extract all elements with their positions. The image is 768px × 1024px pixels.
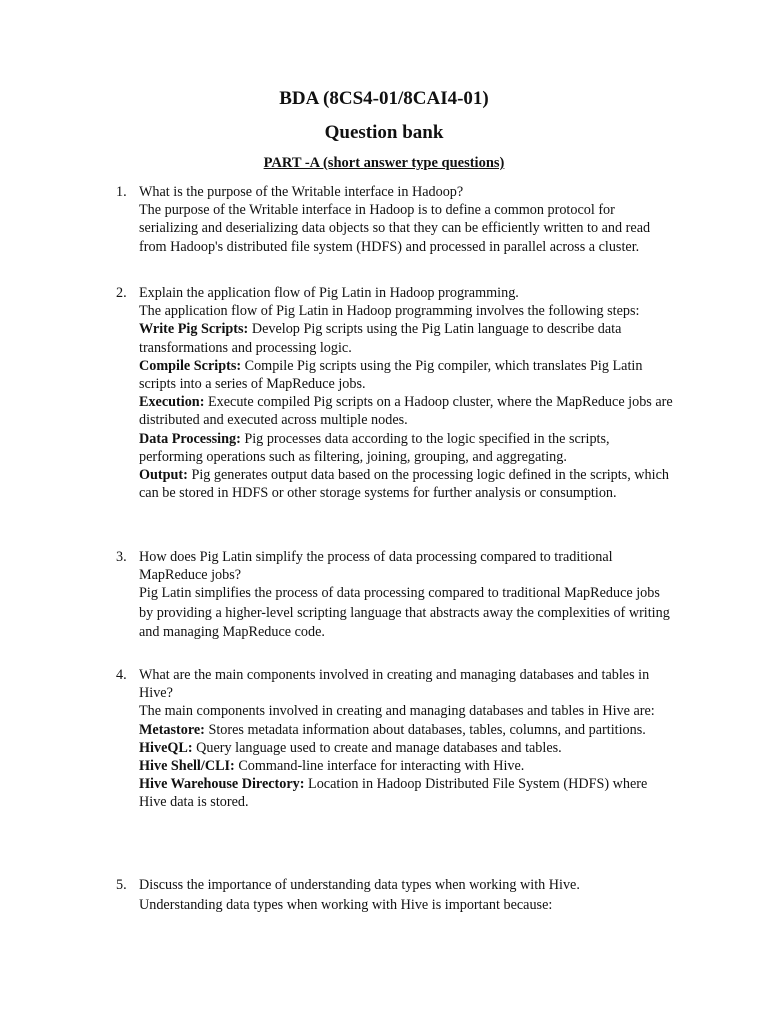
- question-text: How does Pig Latin simplify the process of data processing compared to traditional MapReduce jobs?: [139, 549, 613, 584]
- answer-text: The main components involved in creating and managing databases and tables in Hive are:: [139, 703, 655, 720]
- answer-point: [139, 739, 676, 757]
- question-number: 4.: [116, 667, 127, 683]
- answer-point: [139, 757, 676, 775]
- course-code: BDA (8CS4-01/8CAI4-01): [279, 88, 489, 109]
- answer-point: [139, 430, 676, 466]
- point-text: Compile Pig scripts using the Pig compiler, which translates Pig Latin scripts into a series of MapReduce jobs.: [139, 357, 643, 393]
- answer-point: [139, 466, 676, 502]
- question-item: [116, 876, 676, 915]
- point-text: Stores metadata information about databases, tables, columns, and partitions.: [204, 721, 646, 738]
- point-text: Pig generates output data based on the processing logic defined in the scripts, which can be stored in HDFS or other storage systems for further analysis or consumption.: [139, 467, 669, 502]
- point-text: Pig processes data according to the logic specified in the scripts, performing operations such as filtering, joining, grouping, and aggregating.: [139, 430, 610, 465]
- answer-point: [139, 320, 676, 356]
- point-term: Data Processing:: [139, 430, 241, 447]
- question-text: What are the main components involved in creating and managing databases and tables in Hive?: [139, 667, 650, 702]
- answer-point: [139, 393, 676, 429]
- point-term: Metastore:: [139, 721, 205, 738]
- answer-point: [139, 357, 676, 393]
- question-item: [116, 183, 676, 256]
- answer-text: Pig Latin simplifies the process of data processing compared to traditional MapReduce jobs by providing a higher-level scripting language that abstracts away the complexities of writing and managing MapReduce code.: [139, 585, 670, 641]
- page-title: Question bank: [324, 122, 444, 143]
- part-heading: PART -A (short answer type questions): [263, 155, 505, 171]
- point-text: Develop Pig scripts using the Pig Latin language to describe data transformations and processing logic.: [139, 321, 622, 356]
- point-text: Query language used to create and manage databases and tables.: [192, 739, 562, 756]
- answer-point: [139, 775, 676, 811]
- question-number: 5.: [116, 877, 127, 893]
- question-number: 2.: [116, 285, 127, 301]
- point-text: Execute compiled Pig scripts on a Hadoop cluster, where the MapReduce jobs are distributed and executed across multiple nodes.: [139, 394, 673, 429]
- point-term: Hive Shell/CLI:: [139, 758, 235, 775]
- answer-point: [139, 721, 676, 739]
- answer-text: Understanding data types when working with Hive is important because:: [139, 896, 553, 913]
- question-text: What is the purpose of the Writable interface in Hadoop?: [139, 184, 464, 200]
- question-text: Explain the application flow of Pig Latin in Hadoop programming.: [139, 285, 519, 301]
- point-term: Compile Scripts:: [139, 357, 242, 374]
- point-term: Write Pig Scripts:: [139, 321, 249, 338]
- point-term: Execution:: [139, 394, 205, 411]
- point-term: Hive Warehouse Directory:: [139, 776, 305, 793]
- answer-text: The application flow of Pig Latin in Hadoop programming involves the following steps:: [139, 303, 640, 320]
- question-number: 1.: [116, 184, 127, 200]
- point-term: Output:: [139, 467, 188, 484]
- question-number: 3.: [116, 549, 127, 565]
- point-text: Command-line interface for interacting with Hive.: [234, 758, 525, 775]
- point-term: HiveQL:: [139, 739, 193, 756]
- question-item: [116, 548, 676, 643]
- question-text: Discuss the importance of understanding data types when working with Hive.: [139, 877, 580, 893]
- point-text: Location in Hadoop Distributed File System (HDFS) where Hive data is stored.: [139, 776, 648, 811]
- question-item: [116, 666, 676, 812]
- answer-text: The purpose of the Writable interface in Hadoop is to define a common protocol for serializing and deserializing data objects so that they can be efficiently written to and read from Hadoop's distributed file system (HDFS) and processed in parallel across a cluster.: [139, 202, 651, 255]
- question-item: [116, 284, 676, 502]
